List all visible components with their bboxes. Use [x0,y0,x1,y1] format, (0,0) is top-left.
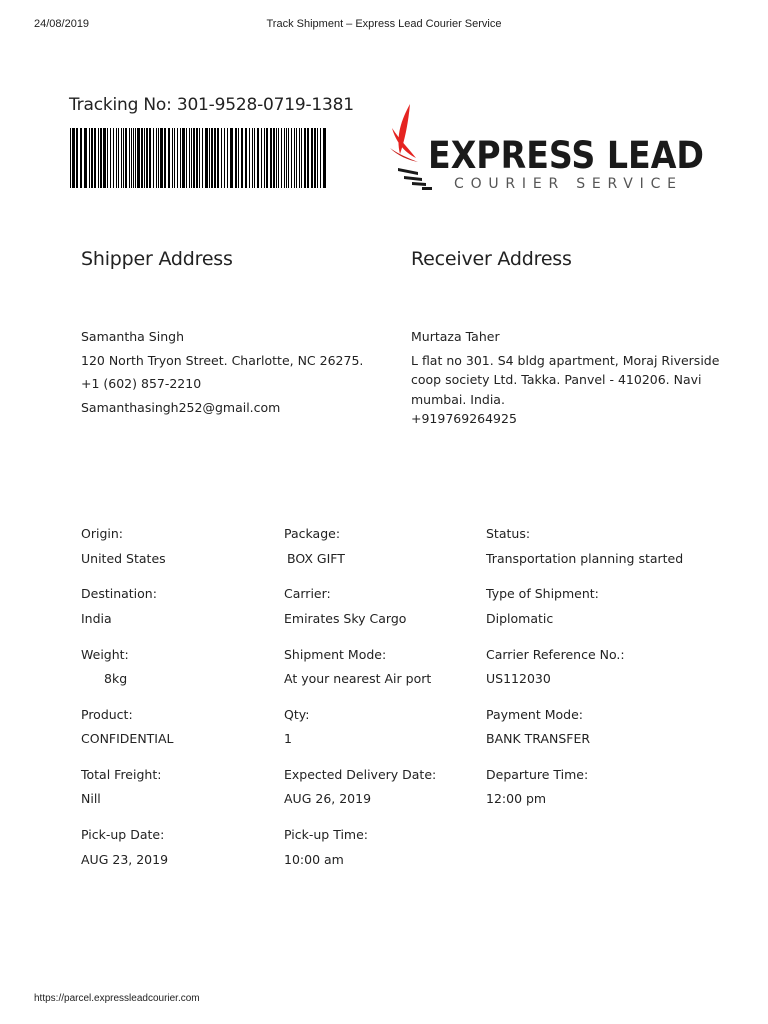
barcode-bar [153,128,154,188]
destination-value: India [81,611,112,626]
shipment-mode-value: At your nearest Air port [284,671,432,686]
pickup-date-value: AUG 23, 2019 [81,852,169,867]
shipper-phone: +1 (602) 857-2210 [81,376,202,391]
total-freight-value: Nill [81,791,101,806]
barcode-bar [146,128,148,188]
barcode-bar [221,128,222,188]
barcode-bar [307,128,309,188]
barcode-bar [129,128,130,188]
origin-label: Origin: [81,526,123,541]
barcode-bar [135,128,136,188]
expected-delivery-label: Expected Delivery Date: [284,767,437,782]
barcode-bar [299,128,300,188]
qty-value: 1 [284,731,292,746]
payment-mode-value: BANK TRANSFER [486,731,591,746]
barcode-bar [180,128,181,188]
barcode-bar [172,128,173,188]
pickup-time-label: Pick-up Time: [284,827,368,842]
barcode-bar [270,128,272,188]
logo-name: EXPRESS LEAD [428,134,704,177]
barcode-bar [199,128,200,188]
barcode-bar [121,128,122,188]
barcode-bar [286,128,287,188]
barcode-bar [264,128,265,188]
barcode-bar [174,128,175,188]
barcode-bar [211,128,213,188]
barcode-bar [214,128,216,188]
barcode-bar [296,128,297,188]
package-value: BOX GIFT [287,551,345,566]
barcode-bar [137,128,140,188]
receiver-address-line-2: coop society Ltd. Takka. Panvel - 410206. Navi [411,372,702,387]
barcode-bar [100,128,102,188]
shipper-email: Samanthasingh252@gmail.com [81,399,281,415]
barcode-bar [252,128,253,188]
weight-label: Weight: [81,647,129,662]
barcode-bar [311,128,313,188]
barcode-bar [254,128,255,188]
barcode-bar [314,128,316,188]
shipper-address-block [81,327,381,421]
barcode-bar [323,128,326,188]
qty-label: Qty: [284,707,310,722]
package-label: Package: [284,526,341,541]
barcode-bar [278,128,279,188]
pickup-date-label: Pick-up Date: [81,827,165,842]
barcode-bar [164,128,166,188]
tracking-number: Tracking No: 301-9528-0719-1381 [69,95,354,115]
total-freight-label: Total Freight: [81,767,162,782]
barcode-bar [98,128,99,188]
barcode-bar [202,128,203,188]
logo-tagline: COURIER SERVICE [454,176,676,192]
barcode-bar [294,128,295,188]
carrier-label: Carrier: [284,586,331,601]
barcode-bar [257,128,259,188]
barcode-bar [217,128,219,188]
barcode-bar [116,128,117,188]
barcode-bar [89,128,90,188]
barcode-bar [209,128,210,188]
barcode-bar [241,128,243,188]
barcode-bar [266,128,268,188]
barcode-bar [284,128,285,188]
barcode-bar [133,128,134,188]
payment-mode-label: Payment Mode: [486,707,583,722]
barcode-bar [186,128,187,188]
barcode-bar [156,128,157,188]
barcode-bar [76,128,78,188]
expected-delivery-value: AUG 26, 2019 [284,791,372,806]
barcode-bar [317,128,318,188]
shipper-name: Samantha Singh [81,329,184,344]
barcode-bar [131,128,132,188]
origin-value: United States [81,551,166,566]
receiver-address-block [411,327,731,433]
barcode-bar [72,128,75,188]
barcode-bar [103,128,106,188]
barcode-bar [249,128,250,188]
shipment-type-value: Diplomatic [486,611,554,626]
status-label: Status: [486,526,531,541]
status-value: Transportation planning started [486,551,684,566]
departure-time-value: 12:00 pm [486,791,547,806]
barcode-bar [177,128,178,188]
barcode-bar [113,128,114,188]
barcode-bar [144,128,145,188]
receiver-phone: +919769264925 [411,411,517,426]
product-value: CONFIDENTIAL [81,731,174,746]
barcode-bar [141,128,143,188]
barcode-bar [235,128,237,188]
barcode-bar [84,128,87,188]
receiver-address-heading: Receiver Address [411,248,572,270]
shipper-street-address: 120 North Tryon Street. Charlotte, NC 26275. [81,352,364,368]
barcode-bar [238,128,239,188]
barcode-bar [158,128,159,188]
receiver-name: Murtaza Taher [411,329,500,344]
barcode-bar [301,128,302,188]
barcode-bar [191,128,192,188]
barcode-bar [168,128,170,188]
barcode-bar [304,128,306,188]
barcode-bar [205,128,208,188]
barcode-image [70,128,330,188]
barcode-bar [160,128,163,188]
carrier-reference-value: US112030 [486,671,551,686]
barcode-bar [70,128,71,188]
barcode-bar [182,128,185,188]
carrier-reference-label: Carrier Reference No.: [486,647,625,662]
barcode-bar [245,128,247,188]
barcode-bar [123,128,124,188]
barcode-bar [91,128,93,188]
barcode-bar [193,128,195,188]
barcode-bar [118,128,119,188]
barcode-bar [107,128,108,188]
barcode-bar [227,128,228,188]
barcode-bar [149,128,151,188]
barcode-bar [196,128,198,188]
receiver-address-line-3: mumbai. India. [411,391,505,407]
barcode-bar [110,128,111,188]
express-lead-logo [388,102,708,194]
pickup-time-value: 10:00 am [284,852,344,867]
barcode-bar [320,128,321,188]
print-page-title: Track Shipment – Express Lead Courier Service [266,18,502,30]
product-label: Product: [81,707,133,722]
shipper-address-heading: Shipper Address [81,248,233,270]
wing-icon [390,104,432,190]
barcode-bar [276,128,277,188]
print-date: 24/08/2019 [34,18,90,30]
barcode-bar [224,128,225,188]
barcode-bar [261,128,262,188]
print-page-url: https://parcel.expressleadcourier.com [34,993,200,1004]
barcode-bar [291,128,292,188]
barcode-bar [80,128,82,188]
barcode-bar [273,128,275,188]
barcode-bar [281,128,282,188]
departure-time-label: Departure Time: [486,767,589,782]
shipment-mode-label: Shipment Mode: [284,647,387,662]
carrier-value: Emirates Sky Cargo [284,611,407,626]
destination-label: Destination: [81,586,157,601]
barcode-bar [94,128,96,188]
shipment-type-label: Type of Shipment: [486,586,599,601]
barcode-bar [230,128,233,188]
weight-value: 8kg [104,671,128,686]
receiver-address-line-1: L flat no 301. S4 bldg apartment, Moraj Riverside [411,352,720,368]
barcode-bar [288,128,289,188]
barcode-bar [125,128,127,188]
barcode-bar [189,128,190,188]
